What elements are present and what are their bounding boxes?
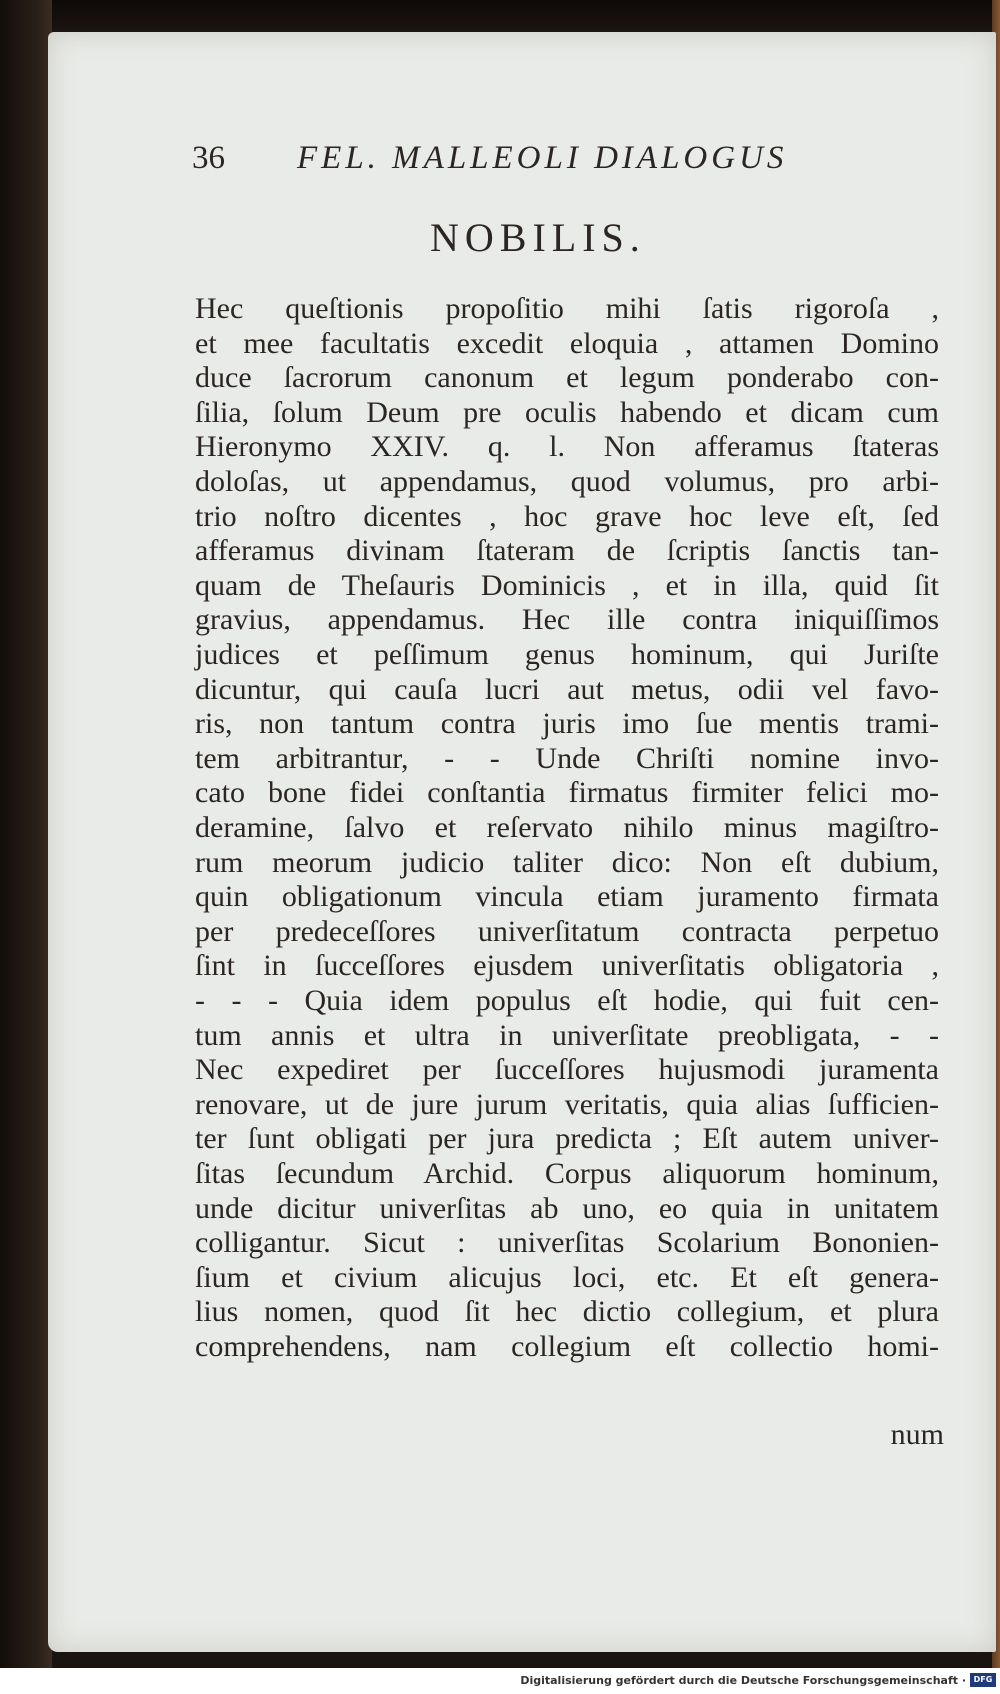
catchword: num xyxy=(890,1418,944,1451)
text-line: duce ſacrorum canonum et legum ponderabo con- xyxy=(195,361,939,395)
text-line: Nec expediret per ſucceſſores hujusmodi juramenta xyxy=(195,1053,939,1087)
text-line: rum meorum judicio taliter dico: Non eſt dubium, xyxy=(195,845,939,879)
funding-credit: Digitalisierung gefördert durch die Deutsche Forschungsgemeinschaft · xyxy=(520,1674,966,1687)
text-line: cato bone fidei conſtantia firmatus firmiter felici mo- xyxy=(195,776,939,810)
text-line: ter ſunt obligati per jura predicta ; Eſt autem univer- xyxy=(195,1122,939,1156)
text-line: trio noſtro dicentes , hoc grave hoc leve eſt, ſed xyxy=(195,499,939,533)
text-line: tum annis et ultra in univerſitate preobligata, - - xyxy=(195,1018,939,1052)
dfg-logo: DFG xyxy=(970,1673,996,1687)
text-line: ſitas ſecundum Archid. Corpus aliquorum hominum, xyxy=(195,1157,939,1190)
text-line: tem arbitrantur, - - Unde Chriſti nomine invo- xyxy=(195,741,939,775)
text-line: quam de Theſauris Dominicis , et in illa, quid ſit xyxy=(195,568,939,602)
book-cover-left-edge xyxy=(0,0,52,1668)
text-line: et mee facultatis excedit eloquia , attamen Domino xyxy=(195,326,939,360)
text-line: quin obligationum vincula etiam juramento firmata xyxy=(195,880,939,914)
text-line: renovare, ut de jure jurum veritatis, quia alias ſufficien- xyxy=(195,1087,939,1121)
text-line: ſilia, ſolum Deum pre oculis habendo et dicam cum xyxy=(195,395,939,429)
text-line: unde dicitur univerſitas ab uno, eo quia in unitatem xyxy=(195,1191,939,1225)
text-line: judices et peſſimum genus hominum, qui Juriſte xyxy=(195,638,939,671)
text-line: colligantur. Sicut : univerſitas Scolarium Bononien- xyxy=(195,1226,939,1260)
text-line: afferamus divinam ſtateram de ſcriptis ſanctis tan- xyxy=(195,534,939,568)
text-line: lius nomen, quod ſit hec dictio collegium, et plura xyxy=(195,1295,939,1329)
text-line: deramine, ſalvo et reſervato nihilo minus magiſtro- xyxy=(195,811,939,844)
text-line: ſium et civium alicujus loci, etc. Et eſt genera- xyxy=(195,1260,939,1294)
text-line: ſint in ſucceſſores ejusdem univerſitatis obligatoria , xyxy=(195,949,939,983)
text-line: comprehendens, nam collegium eſt collectio homi- xyxy=(195,1330,939,1363)
text-line: ris, non tantum contra juris imo ſue mentis trami- xyxy=(195,707,939,741)
text-line: dicuntur, qui cauſa lucri aut metus, odii vel favo- xyxy=(195,672,939,706)
running-header xyxy=(192,140,832,184)
text-line: gravius, appendamus. Hec ille contra iniquiſſimos xyxy=(195,603,939,637)
page-number: 36 xyxy=(192,140,225,176)
text-line: - - - Quia idem populus eſt hodie, qui fuit cen- xyxy=(195,984,939,1017)
text-line: Hieronymo XXIV. q. l. Non afferamus ſtateras xyxy=(195,430,939,464)
text-line: per predeceſſores univerſitatum contracta perpetuo xyxy=(195,914,939,948)
footer-bar xyxy=(0,1668,1000,1694)
text-line: Hec queſtionis propoſitio mihi ſatis rigoroſa , xyxy=(195,292,939,325)
section-heading: NOBILIS. xyxy=(430,215,646,260)
text-line: doloſas, ut appendamus, quod volumus, pro arbi- xyxy=(195,465,939,498)
running-title: FEL. MALLEOLI DIALOGUS xyxy=(297,140,788,176)
